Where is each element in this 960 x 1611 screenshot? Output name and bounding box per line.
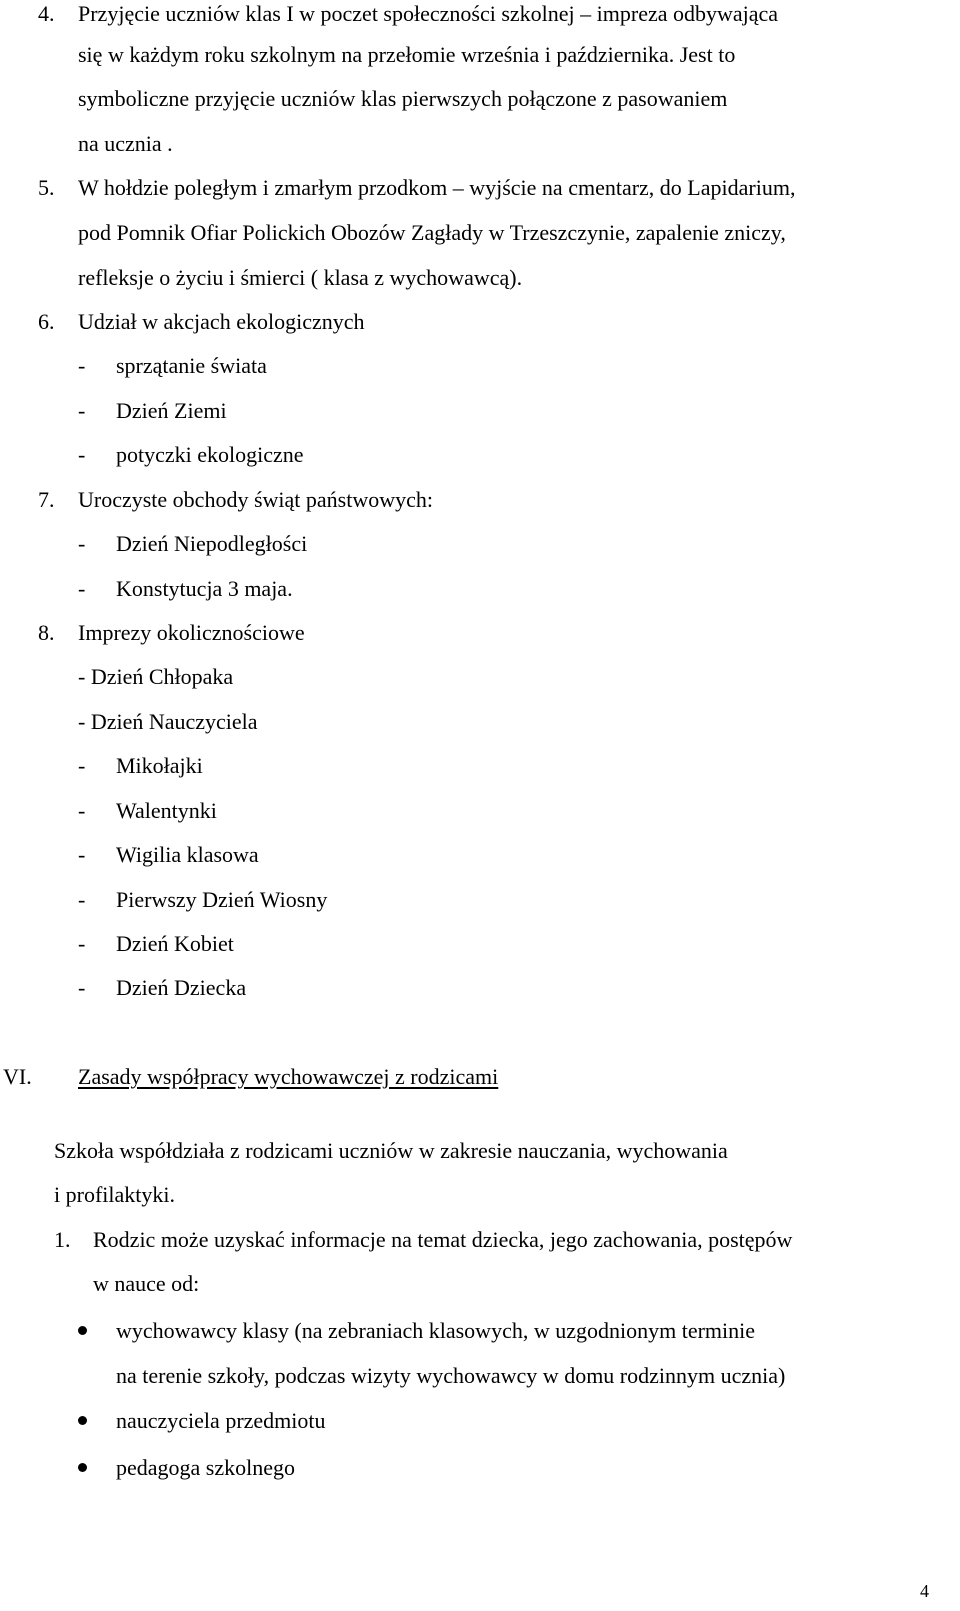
section-number: VI.: [3, 1064, 32, 1089]
bullet-icon: [78, 1326, 87, 1335]
dash: -: [78, 753, 86, 778]
item-6-title: Udział w akcjach ekologicznych: [78, 309, 365, 334]
dash: -: [78, 975, 86, 1000]
dash: -: [78, 353, 86, 378]
item-8-subitem: Dzień Kobiet: [116, 931, 234, 956]
item-8-subitem: Walentynki: [116, 798, 217, 823]
item-5-line: pod Pomnik Ofiar Polickich Obozów Zagłady w Trzeszczynie, zapalenie zniczy,: [78, 220, 786, 245]
item-6-subitem: potyczki ekologiczne: [116, 442, 304, 467]
item-8-subitem: Mikołajki: [116, 753, 203, 778]
dash: -: [78, 842, 86, 867]
item-8-subitem: - Dzień Nauczyciela: [78, 709, 258, 734]
item-4-line: symboliczne przyjęcie uczniów klas pierwszych połączone z pasowaniem: [78, 86, 728, 111]
bullet-icon: [78, 1416, 87, 1425]
dash: -: [78, 398, 86, 423]
bullet-item-line: pedagoga szkolnego: [116, 1455, 295, 1480]
item-5-line: W hołdzie poległym i zmarłym przodkom – wyjście na cmentarz, do Lapidarium,: [78, 175, 796, 200]
bullet-item-line: nauczyciela przedmiotu: [116, 1408, 326, 1433]
dash: -: [78, 442, 86, 467]
bullet-item-line: wychowawcy klasy (na zebraniach klasowych, w uzgodnionym terminie: [116, 1318, 756, 1343]
bullet-icon: [78, 1463, 87, 1472]
item-8-title: Imprezy okolicznościowe: [78, 620, 305, 645]
dash: -: [78, 531, 86, 556]
item-8-subitem: - Dzień Chłopaka: [78, 664, 234, 689]
item-5-line: refleksje o życiu i śmierci ( klasa z wychowawcą).: [78, 265, 523, 290]
section-heading: Zasady współpracy wychowawczej z rodzicami: [78, 1064, 499, 1089]
point-1-number: 1.: [54, 1227, 71, 1252]
item-7-subitem: Konstytucja 3 maja.: [116, 576, 293, 601]
item-4-line: Przyjęcie uczniów klas I w poczet społeczności szkolnej – impreza odbywająca: [78, 1, 779, 26]
item-7-title: Uroczyste obchody świąt państwowych:: [78, 487, 433, 512]
dash: -: [78, 887, 86, 912]
dash: -: [78, 931, 86, 956]
item-4-line: na ucznia .: [78, 131, 173, 156]
item-8-subitem: Dzień Dziecka: [116, 975, 247, 1000]
point-1-line: w nauce od:: [93, 1271, 200, 1296]
item-4-number: 4.: [38, 1, 55, 26]
item-5-number: 5.: [38, 175, 55, 200]
page-number: 4: [920, 1581, 929, 1601]
section-intro-line: i profilaktyki.: [54, 1182, 175, 1207]
point-1-line: Rodzic może uzyskać informacje na temat dziecka, jego zachowania, postępów: [93, 1227, 793, 1252]
dash: -: [78, 576, 86, 601]
item-6-subitem: sprzątanie świata: [116, 353, 267, 378]
dash: -: [78, 798, 86, 823]
item-7-subitem: Dzień Niepodległości: [116, 531, 308, 556]
item-6-subitem: Dzień Ziemi: [116, 398, 227, 423]
item-4-line: się w każdym roku szkolnym na przełomie września i października. Jest to: [78, 42, 736, 67]
bullet-item-line: na terenie szkoły, podczas wizyty wychowawcy w domu rodzinnym ucznia): [116, 1363, 786, 1388]
section-intro-line: Szkoła współdziała z rodzicami uczniów w zakresie nauczania, wychowania: [54, 1138, 728, 1163]
item-6-number: 6.: [38, 309, 55, 334]
item-8-subitem: Pierwszy Dzień Wiosny: [116, 887, 328, 912]
item-8-number: 8.: [38, 620, 55, 645]
item-7-number: 7.: [38, 487, 55, 512]
item-8-subitem: Wigilia klasowa: [116, 842, 259, 867]
